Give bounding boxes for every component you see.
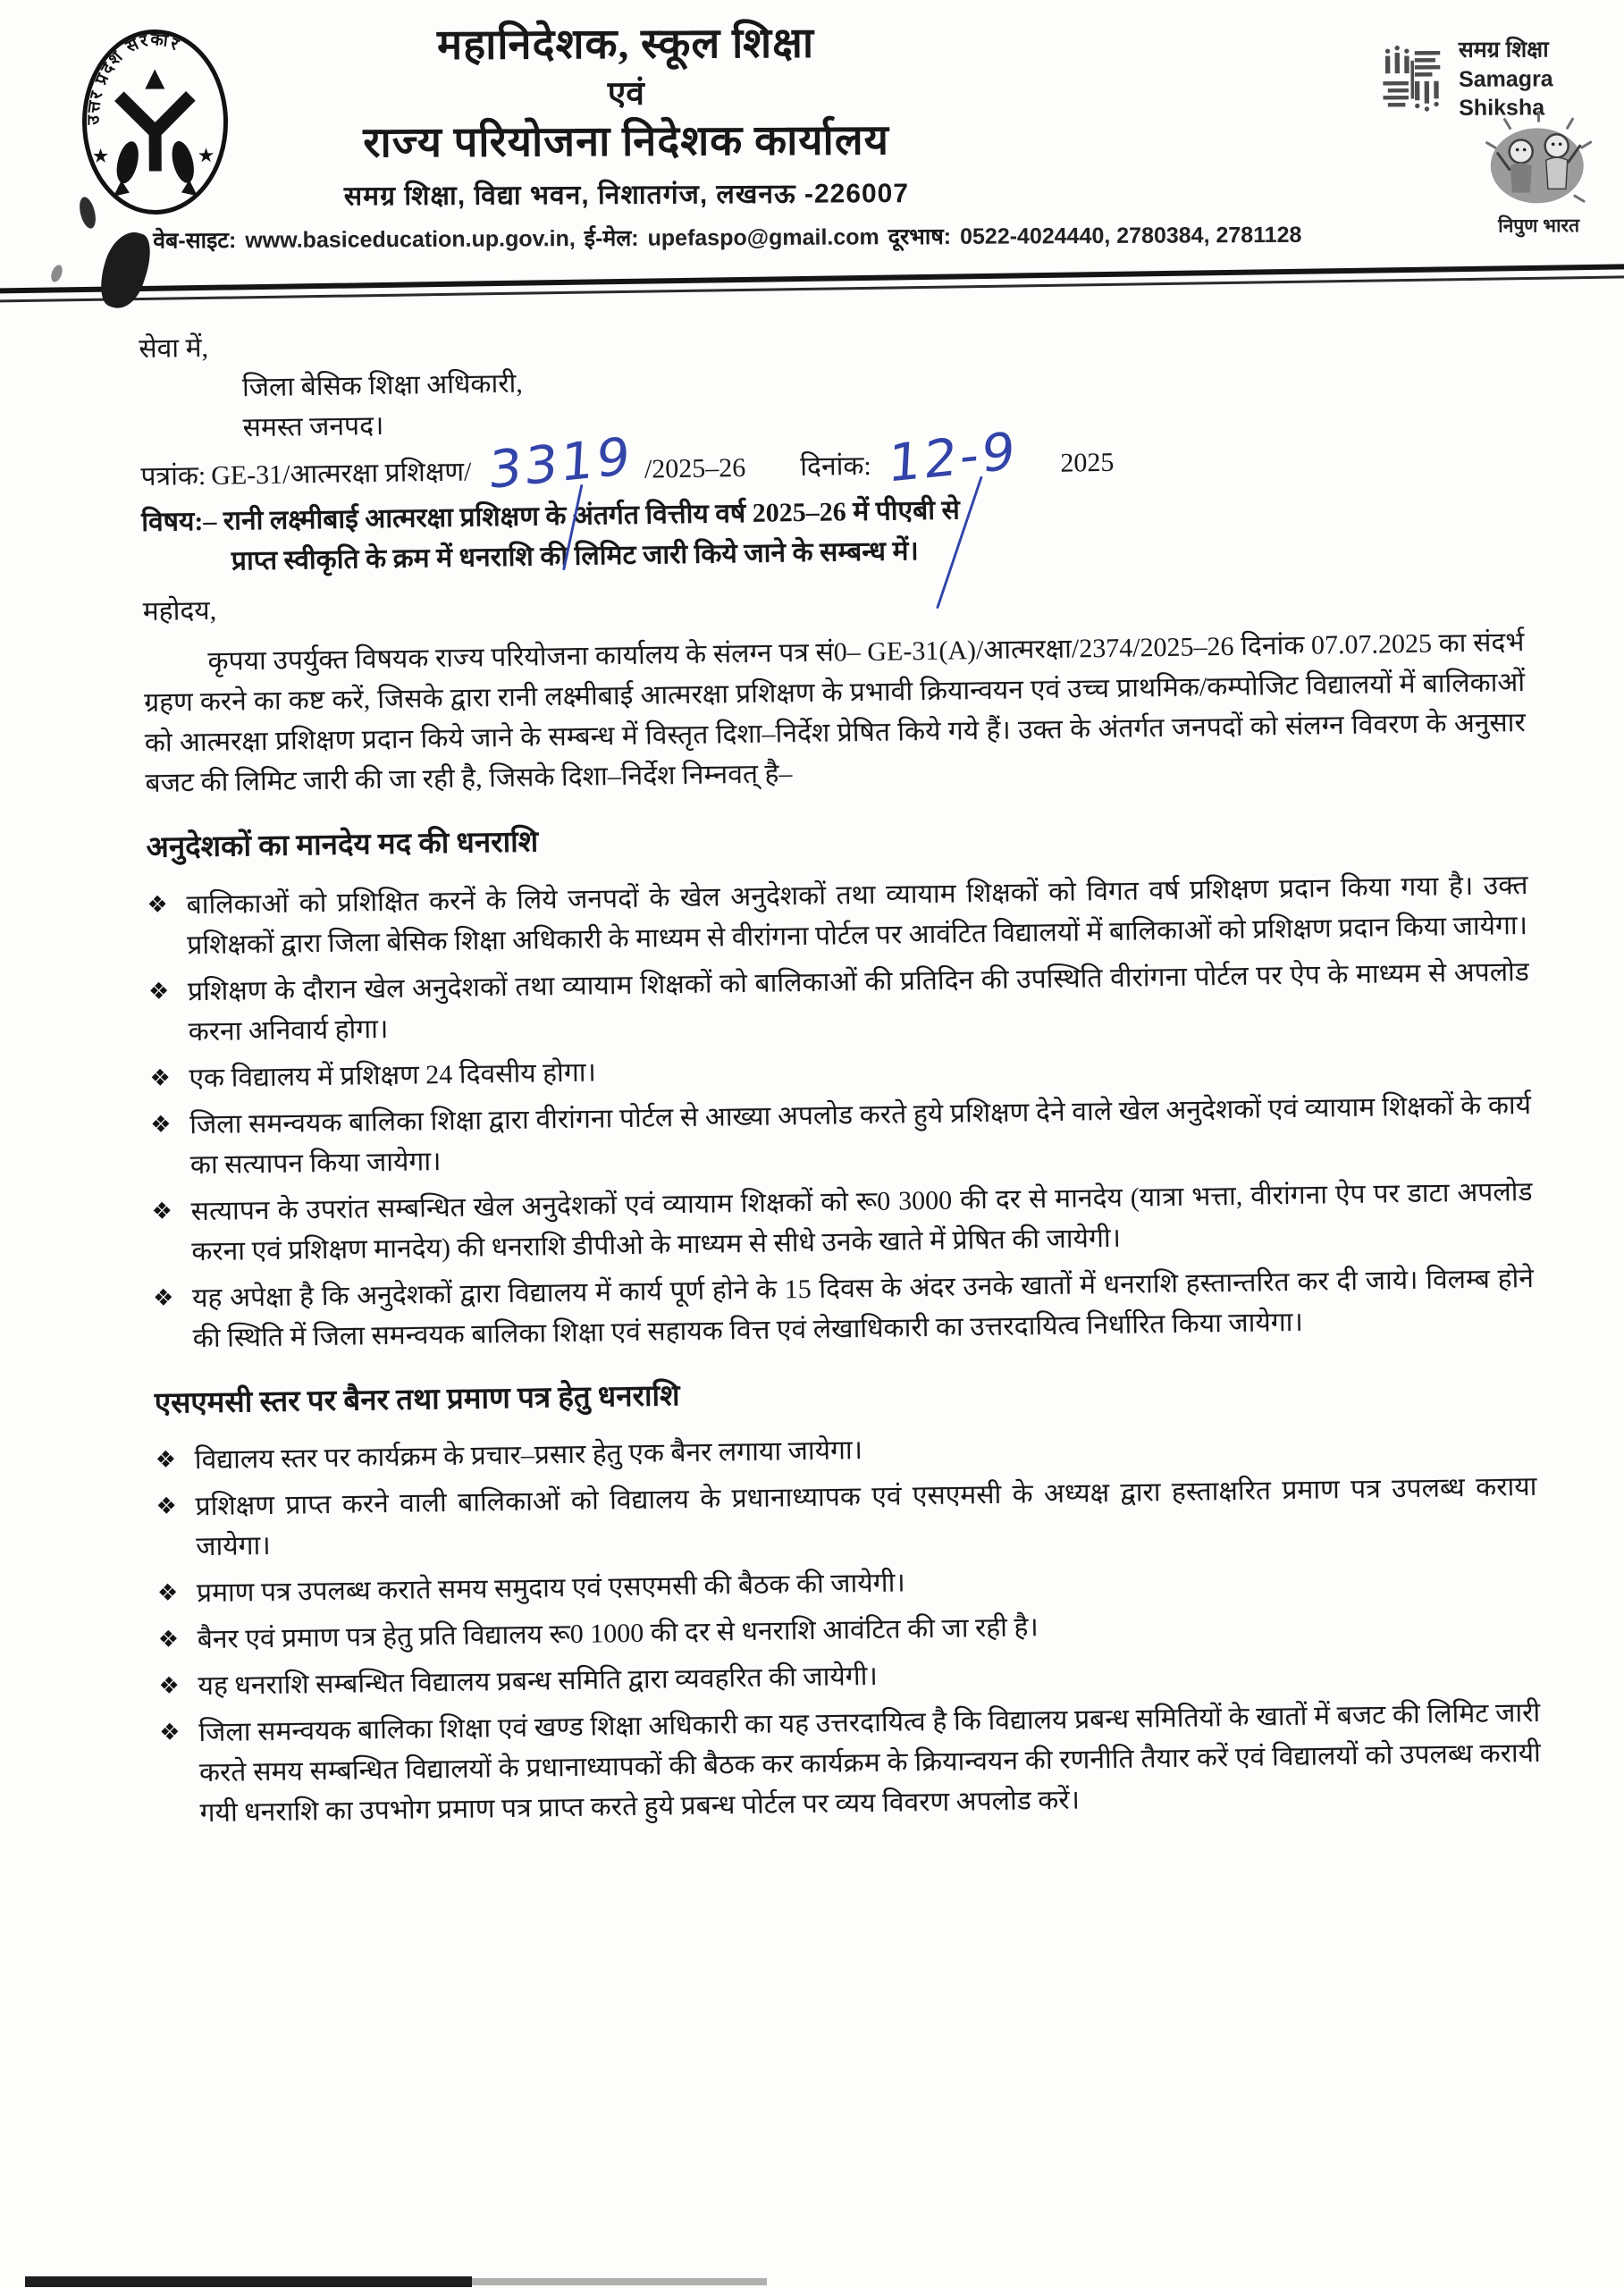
salutation: सेवा में, bbox=[139, 332, 209, 364]
bullet-diamond-icon: ❖ bbox=[147, 978, 170, 1005]
email-label: ई-मेल: bbox=[584, 225, 639, 251]
bullet-text: प्रशिक्षण प्राप्त करने वाली बालिकाओं को विद्यालय के प्रधानाध्यापक एवं एसएमसी के अध्यक्ष द्वारा हस्ताक्षरित प्रमाण पत्र उपलब्ध कराया जायेगा। bbox=[195, 1471, 1537, 1562]
date-year: 2025 bbox=[1060, 447, 1115, 478]
emblem-star-right: ★ bbox=[197, 144, 215, 167]
list-item bbox=[150, 1084, 1532, 1185]
bullet-diamond-icon: ❖ bbox=[151, 1198, 173, 1225]
addressee-line2: समस्त जनपद। bbox=[242, 410, 384, 443]
list-item bbox=[156, 1467, 1537, 1568]
samagra-text-hindi: समग्र शिक्षा bbox=[1458, 37, 1549, 63]
samagra-text-english: Samagra Shiksha bbox=[1458, 65, 1553, 121]
nipun-bharat-text: निपुण भारत bbox=[1498, 215, 1580, 237]
bullet-text: सत्यापन के उपरांत सम्बन्धित खेल अनुदेशकों एवं व्यायाम शिक्षकों को रू0 3000 की दर से मानदेय (यात्रा भत्ता, वीरांगना ऐप पर डाटा अपलोड करना एवं प्रशिक्षण मानदेय) की धनराशि डीपीओ के माध्यम से सीधे उनके खाते में प्रेषित की जायेगी। bbox=[190, 1176, 1533, 1266]
subject-label: विषय:– bbox=[140, 506, 217, 537]
bullet-diamond-icon: ❖ bbox=[149, 1111, 172, 1139]
bullet-text: एक विद्यालय में प्रशिक्षण 24 दिवसीय होगा। bbox=[189, 1057, 597, 1093]
bullet-text: प्रशिक्षण के दौरान खेल अनुदेशकों तथा व्यायाम शिक्षकों को बालिकाओं की प्रतिदिन की उपस्थिति वीरांगना पोर्टल पर ऐप के माध्यम से अपलोड करना अनिवार्य होगा। bbox=[187, 956, 1530, 1047]
list-item bbox=[151, 1171, 1533, 1272]
bullet-text: जिला समन्वयक बालिका शिक्षा एवं खण्ड शिक्षा अधिकारी का यह उत्तरदायित्व है कि विद्यालय प्रबन्ध समितियों के खातों में बजट की लिमिट जारी करते समय सम्बन्धित विद्यालयों के प्रधानाध्यापकों की बैठक कर कार्यक्रम के क्रियान्वयन की रणनीति तैयार करें एवं विद्यालयों को उपलब्ध करायी गयी धनराशि का उपभोग प्रमाण पत्र प्राप्त करते हुये प्रबन्ध पोर्टल पर व्यय विवरण अपलोड करें। bbox=[198, 1697, 1542, 1829]
nipun-bharat-icon bbox=[1467, 106, 1611, 214]
list-item bbox=[148, 952, 1530, 1053]
emblem-arc-text: उत्तर प्रदेश सरकार bbox=[84, 29, 183, 125]
bullet-diamond-icon: ❖ bbox=[156, 1579, 179, 1607]
list-item bbox=[159, 1693, 1542, 1834]
website-value: www.basiceducation.up.gov.in, bbox=[245, 226, 576, 253]
section1-heading: अनुदेशकों का मानदेय मद की धनराशि bbox=[146, 826, 539, 864]
intro-paragraph: कृपया उपर्युक्त विषयक राज्य परियोजना कार्यालय के संलग्न पत्र सं0– GE-31(A)/आत्मरक्षा/2374/2025–26 दिनांक 07.07.2025 का संदर्भ ग्रहण करने का कष्ट करें, जिसके द्वारा रानी लक्ष्मीबाई आत्मरक्षा प्रशिक्षण के प्रभावी क्रियान्वयन एवं उच्च प्राथमिक/कम्पोजिट विद्यालयों में बालिकाओं को आत्मरक्षा प्रशिक्षण प्रदान किये जाने के सम्बन्ध में विस्तृत दिशा–निर्देश प्रेषित किये गये हैं। उक्त के अंतर्गत जनपदों को संलग्न विवरण के अनुसार बजट की लिमिट जारी की जा रही है, जिसके दिशा–निर्देश निम्नवत् है– bbox=[143, 627, 1526, 798]
office-title-line1: महानिदेशक, स्कूल शिक्षा bbox=[436, 20, 815, 69]
addressee-line1: जिला बेसिक शिक्षा अधिकारी, bbox=[241, 368, 524, 403]
bullet-diamond-icon: ❖ bbox=[157, 1626, 180, 1653]
contact-line bbox=[153, 218, 1476, 256]
phone-label: दूरभाष: bbox=[888, 223, 952, 250]
date-label: दिनांक: bbox=[800, 450, 871, 483]
bullet-text: विद्यालय स्तर पर कार्यक्रम के प्रचार–प्रसार हेतु एक बैनर लगाया जायेगा। bbox=[194, 1435, 863, 1476]
office-title-line3: राज्य परियोजना निदेशक कार्यालय bbox=[363, 117, 890, 167]
bullet-text: बालिकाओं को प्रशिक्षित करनें के लिये जनपदों के खेल अनुदेशकों तथा व्यायाम शिक्षकों को विगत वर्ष प्रशिक्षण प्रदान किया गया है। उक्त प्रशिक्षकों द्वारा जिला बेसिक शिक्षा अधिकारी के माध्यम से वीरांगना पोर्टल पर आवंटित विद्यालयों में बालिकाओं को प्रशिक्षण प्रदान किया जायेगा। bbox=[186, 870, 1528, 960]
list-item bbox=[147, 865, 1528, 966]
bullet-diamond-icon: ❖ bbox=[155, 1446, 177, 1474]
letterhead bbox=[0, 0, 1624, 322]
list-item bbox=[153, 1258, 1535, 1358]
emblem-star-left: ★ bbox=[91, 144, 110, 167]
handwritten-letter-number: 3319 bbox=[489, 456, 633, 470]
website-label: वेब-साइट: bbox=[153, 228, 237, 254]
bullet-text: यह अपेक्षा है कि अनुदेशकों द्वारा विद्यालय में कार्य पूर्ण होने के 15 दिवस के अंदर उनके खातों में धनराशि हस्तान्तरित कर दी जाये। विलम्ब होने की स्थिति में जिला समन्वयक बालिका शिक्षा एवं सहायक वित्त एवं लेखाधिकारी का उत्तरदायित्व निर्धारित किया जायेगा। bbox=[191, 1263, 1535, 1353]
ref-prefix: GE-31/आत्मरक्षा प्रशिक्षण/ bbox=[210, 457, 472, 491]
scan-edge-artifact bbox=[472, 2278, 767, 2285]
letterhead-titles bbox=[197, 11, 1056, 214]
handwritten-date: 12-9 bbox=[888, 450, 1018, 464]
nipun-bharat-logo bbox=[1455, 106, 1621, 239]
greeting: महोदय, bbox=[142, 595, 217, 627]
section2-heading: एसएमसी स्तर पर बैनर तथा प्रमाण पत्र हेतु धनराशि bbox=[154, 1379, 680, 1420]
header-divider bbox=[0, 264, 1624, 302]
letter-body bbox=[139, 308, 1542, 1840]
bullet-diamond-icon: ❖ bbox=[147, 891, 169, 919]
scan-edge-artifact bbox=[25, 2276, 472, 2287]
bullet-diamond-icon: ❖ bbox=[159, 1719, 181, 1746]
subject-line1: विषय:– रानी लक्ष्मीबाई आत्मरक्षा प्रशिक्षण के अंतर्गत वित्तीय वर्ष 2025–26 में पीएबी से bbox=[140, 495, 960, 537]
bullet-diamond-icon: ❖ bbox=[156, 1493, 178, 1520]
bullet-diamond-icon: ❖ bbox=[149, 1064, 171, 1092]
email-value: upefaspo@gmail.com bbox=[647, 224, 879, 251]
bullet-text: बैनर एवं प्रमाण पत्र हेतु प्रति विद्यालय रू0 1000 की दर से धनराशि आवंटित की जा रही है। bbox=[197, 1612, 1039, 1655]
subject-line2: प्राप्त स्वीकृति के क्रम में धनराशि की लिमिट जारी किये जाने के सम्बन्ध में। bbox=[231, 536, 919, 576]
bullet-diamond-icon: ❖ bbox=[152, 1284, 174, 1312]
bullet-text: प्रमाण पत्र उपलब्ध कराते समय समुदाय एवं एसएमसी की बैठक की जायेगी। bbox=[196, 1568, 905, 1609]
samagra-shiksha-icon bbox=[1376, 38, 1450, 121]
phone-value: 0522-4024440, 2780384, 2781128 bbox=[959, 222, 1302, 249]
bullet-diamond-icon: ❖ bbox=[158, 1672, 181, 1700]
bullet-text: यह धनराशि सम्बन्धित विद्यालय प्रबन्ध समिति द्वारा व्यवहरित की जायेगी। bbox=[198, 1661, 879, 1702]
office-title-line2: एवं bbox=[607, 75, 644, 113]
ref-suffix: /2025–26 bbox=[644, 452, 746, 484]
bullet-text: जिला समन्वयक बालिका शिक्षा द्वारा वीरांगना पोर्टल से आख्या अपलोड करते हुये प्रशिक्षण देने वाले खेल अनुदेशकों एवं व्यायाम शिक्षकों के कार्य का सत्यापन किया जायेगा। bbox=[189, 1089, 1532, 1180]
office-address: समग्र शिक्षा, विद्या भवन, निशातगंज, लखनऊ -226007 bbox=[343, 179, 910, 212]
ref-label: पत्रांक: bbox=[140, 460, 206, 492]
